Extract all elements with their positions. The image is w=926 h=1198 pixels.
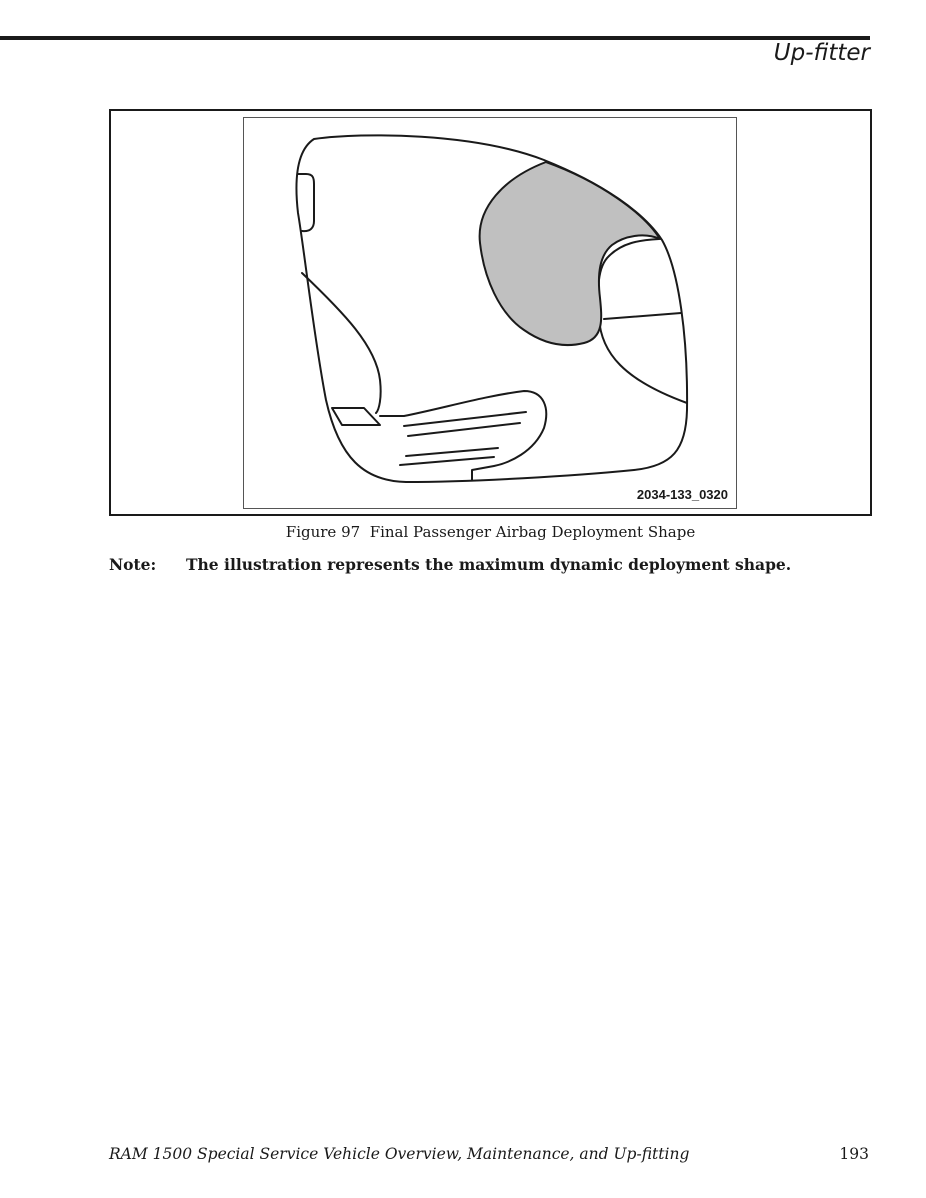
knee-bolster-divider [604, 313, 681, 319]
header-rule [0, 36, 870, 40]
footer-document-title: RAM 1500 Special Service Vehicle Overview, Maintenance, and Up-fitting [109, 1145, 690, 1163]
note-label: Note: [109, 555, 157, 574]
cushion-line [406, 448, 498, 456]
section-title: Up-fitter [773, 40, 870, 66]
figure-id-label: 2034-133_0320 [636, 487, 728, 502]
page-number: 193 [839, 1145, 869, 1163]
seat-lever [332, 408, 380, 425]
cushion-line [400, 457, 494, 465]
seat-back [302, 273, 381, 413]
note-text: The illustration represents the maximum dynamic deployment shape. [186, 555, 792, 574]
knee-bolster [598, 239, 687, 403]
seat-outline [296, 135, 687, 482]
airbag-deployment-drawing [244, 118, 736, 508]
cushion-line [408, 423, 520, 436]
seat-cushion [380, 391, 546, 480]
figure-caption: Figure 97 Final Passenger Airbag Deployment Shape [285, 523, 696, 541]
figure-frame [109, 109, 872, 516]
figure-illustration [243, 117, 737, 509]
